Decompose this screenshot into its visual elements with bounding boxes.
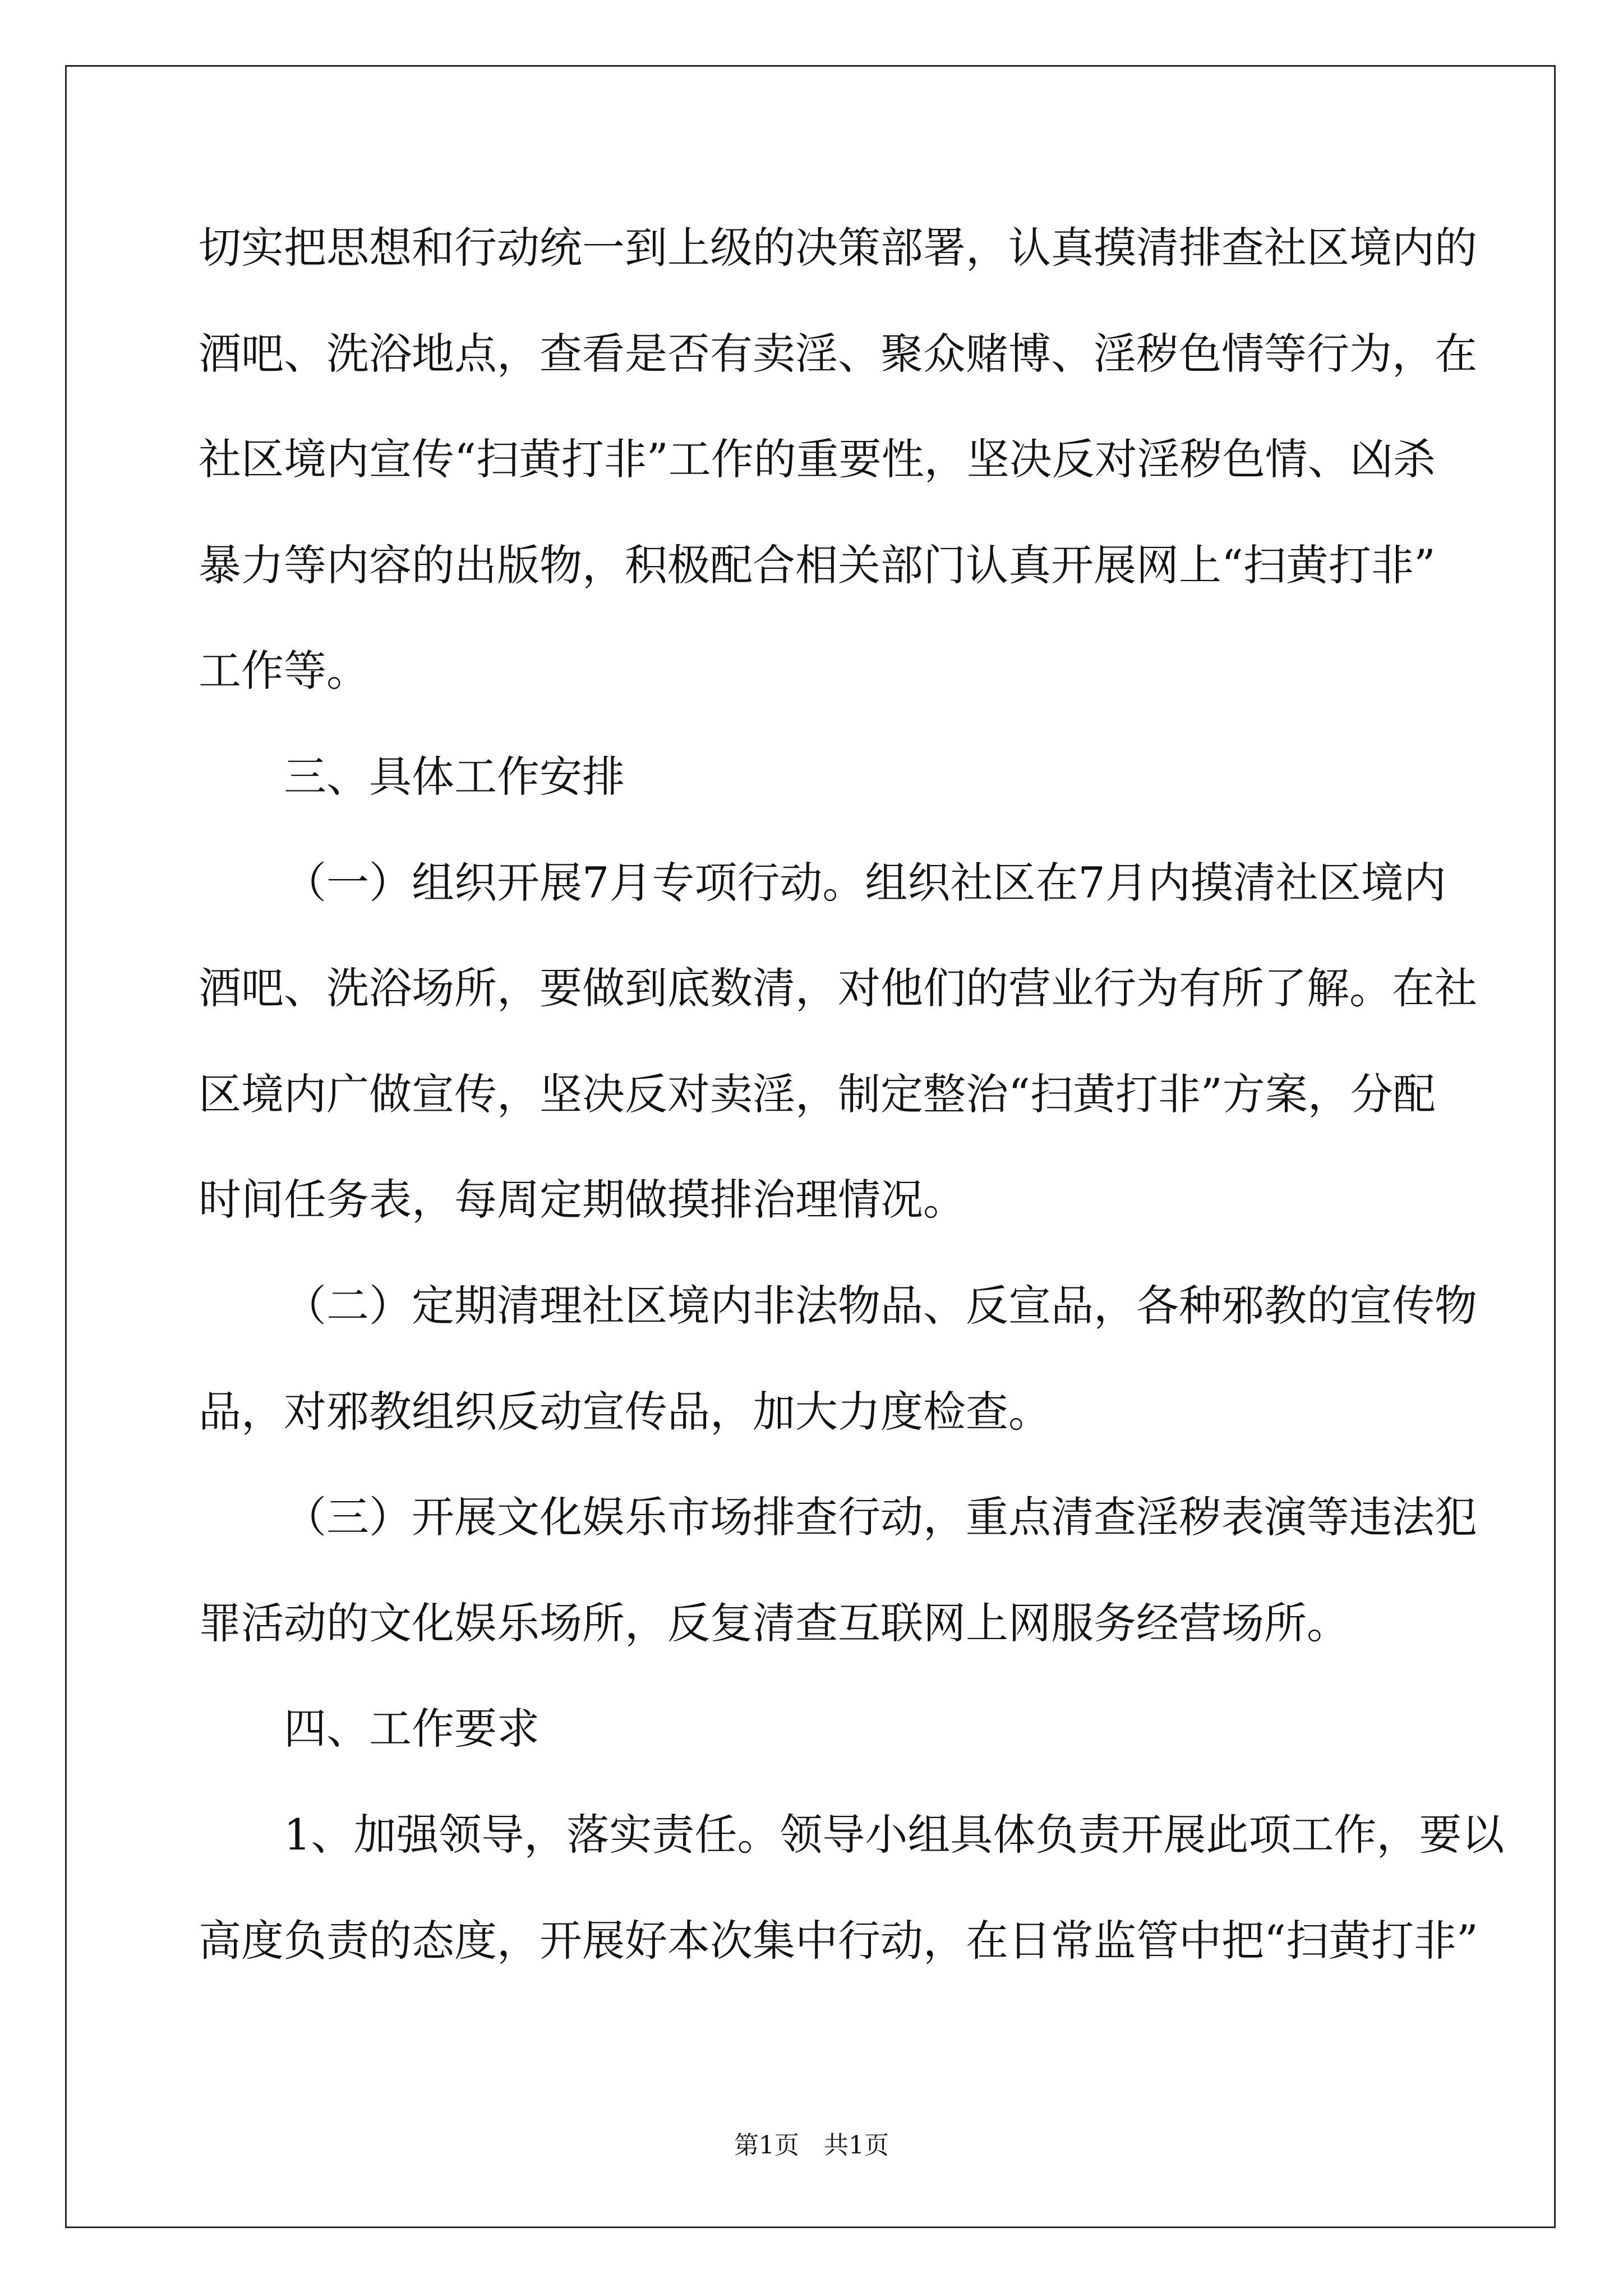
paragraph-1-line-4: 时间任务表，每周定期做摸排治理情况。 [199,1175,966,1225]
section-heading-3: 三、具体工作安排 [284,751,625,802]
paragraph-4-line-2: 高度负责的态度，开展好本次集中行动，在日常监管中把“扫黄打非” [199,1915,1478,1966]
document-body [199,217,1505,2016]
paragraph-2-line-2: 品，对邪教组织反动宣传品，加大力度检查。 [199,1386,1051,1437]
paragraph-1-line-2: 酒吧、洗浴场所，要做到底数清，对他们的营业行为有所了解。在社 [199,963,1477,1014]
paragraph-1-line-1: （一）组织开展7月专项行动。组织社区在7月内摸清社区境内 [284,857,1446,908]
body-line-3: 社区境内宣传“扫黄打非”工作的重要性，坚决反对淫秽色情、凶杀 [199,434,1436,485]
body-line-5: 工作等。 [199,646,369,696]
paragraph-4-line-1: 1、加强领导，落实责任。领导小组具体负责开展此项工作，要以 [284,1809,1505,1860]
paragraph-3-line-2: 罪活动的文化娱乐场所，反复清查互联网上网服务经营场所。 [199,1598,1349,1648]
paragraph-2-line-1: （二）定期清理社区境内非法物品、反宣品，各种邪教的宣传物 [284,1280,1477,1331]
paragraph-3-line-1: （三）开展文化娱乐市场排查行动，重点清查淫秽表演等违法犯 [284,1492,1477,1543]
section-heading-4: 四、工作要求 [284,1704,540,1754]
body-line-2: 酒吧、洗浴地点，查看是否有卖淫、聚众赌博、淫秽色情等行为，在 [199,328,1477,379]
paragraph-1-line-3: 区境内广做宣传，坚决反对卖淫，制定整治“扫黄打非”方案，分配 [199,1069,1436,1119]
body-line-1: 切实把思想和行动统一到上级的决策部署，认真摸清排查社区境内的 [199,223,1477,273]
page-number: 第1页 共1页 [734,2131,889,2160]
body-line-4: 暴力等内容的出版物，积极配合相关部门认真开展网上“扫黄打非” [199,540,1436,590]
